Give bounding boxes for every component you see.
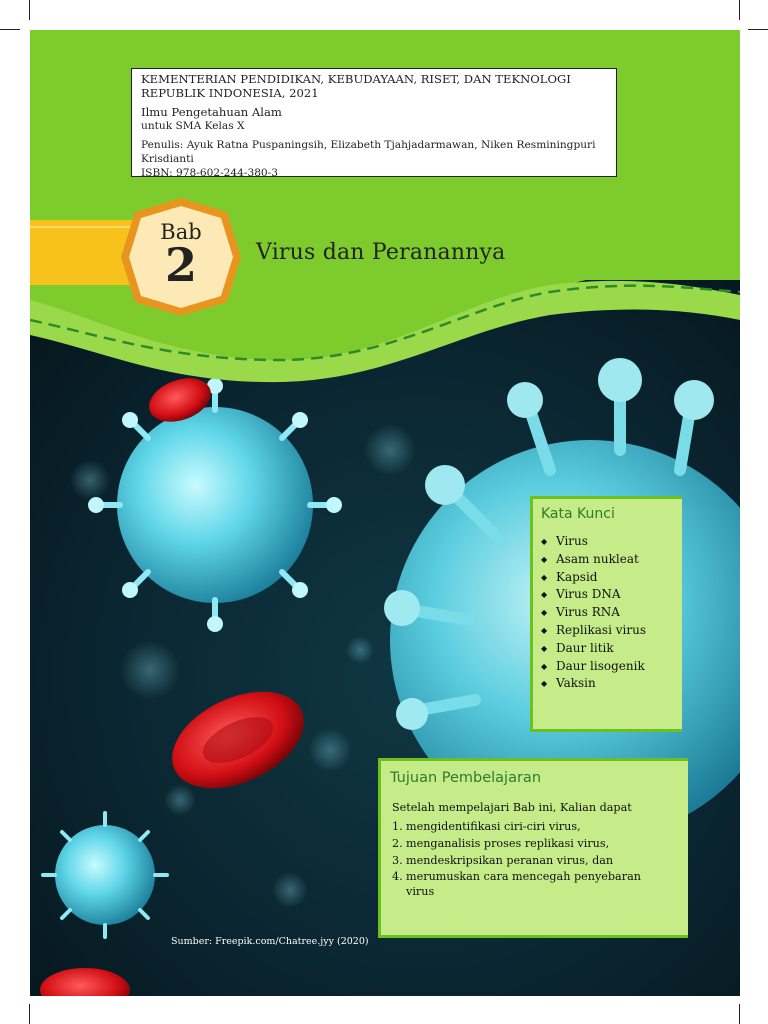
keyword-item: ◆ Daur lisogenik <box>541 658 646 676</box>
keyword-item: ◆ Virus <box>541 533 646 551</box>
crop-mark <box>748 29 768 30</box>
chapter-title: Virus dan Peranannya <box>256 240 506 265</box>
objective-item <box>392 854 654 869</box>
tujuan-intro: Setelah mempelajari Bab ini, Kalian dapat <box>392 801 632 814</box>
tujuan-list <box>392 820 654 902</box>
objective-text: mengidentifikasi ciri-ciri virus, <box>406 820 581 833</box>
objective-text: menganalisis proses replikasi virus, <box>406 836 610 850</box>
objective-number: 1. <box>392 820 403 833</box>
subject-text: Ilmu Pengetahuan Alam <box>141 105 282 119</box>
tujuan-pembelajaran-box <box>378 758 688 938</box>
kata-kunci-list <box>541 533 646 693</box>
crop-mark <box>0 29 20 30</box>
keyword-item: ◆ Vaksin <box>541 675 646 693</box>
objective-item <box>392 870 654 900</box>
chapter-label: Bab <box>160 220 202 244</box>
book-cover-page <box>30 30 740 996</box>
keyword-item: ◆ Kapsid <box>541 569 646 587</box>
objective-item <box>392 820 654 835</box>
keyword-item: ◆ Replikasi virus <box>541 622 646 640</box>
virus-upper-left <box>88 378 342 632</box>
objective-number: 2. <box>392 836 403 850</box>
keyword-item: ◆ Virus DNA <box>541 586 646 604</box>
keyword-item: ◆ Asam nukleat <box>541 551 646 569</box>
ministry-text: KEMENTERIAN PENDIDIKAN, KEBUDAYAAN, RISET, DAN TEKNOLOGI <box>141 72 571 86</box>
crop-mark <box>29 0 30 20</box>
tujuan-title: Tujuan Pembelajaran <box>390 770 542 786</box>
kata-kunci-box <box>530 496 682 732</box>
objective-number: 3. <box>392 853 403 867</box>
objective-text: merumuskan cara mencegah penyebaran virus <box>406 870 641 899</box>
authors-text: Penulis: Ayuk Ratna Puspaningsih, Elizabeth Tjahjadarmawan, Niken Resminingpuri Krisdianti <box>141 139 596 165</box>
republic-text: REPUBLIK INDONESIA, 2021 <box>141 86 319 100</box>
virus-lower-left <box>43 813 167 937</box>
objective-text: mendeskripsikan peranan virus, dan <box>406 853 614 867</box>
objective-item <box>392 837 654 852</box>
crop-mark <box>739 0 740 20</box>
objective-number: 4. <box>392 870 403 884</box>
level-text: untuk SMA Kelas X <box>141 120 245 132</box>
book-info-box <box>131 68 617 177</box>
image-source-credit: Sumber: Freepik.com/Chatree.jyy (2020) <box>171 936 369 947</box>
keyword-item: ◆ Virus RNA <box>541 604 646 622</box>
crop-mark <box>29 1004 30 1024</box>
crop-mark <box>739 1004 740 1024</box>
keyword-item: ◆ Daur litik <box>541 640 646 658</box>
chapter-number: 2 <box>164 238 197 292</box>
kata-kunci-title: Kata Kunci <box>541 506 615 522</box>
isbn-text: ISBN: 978-602-244-380-3 <box>141 167 278 179</box>
